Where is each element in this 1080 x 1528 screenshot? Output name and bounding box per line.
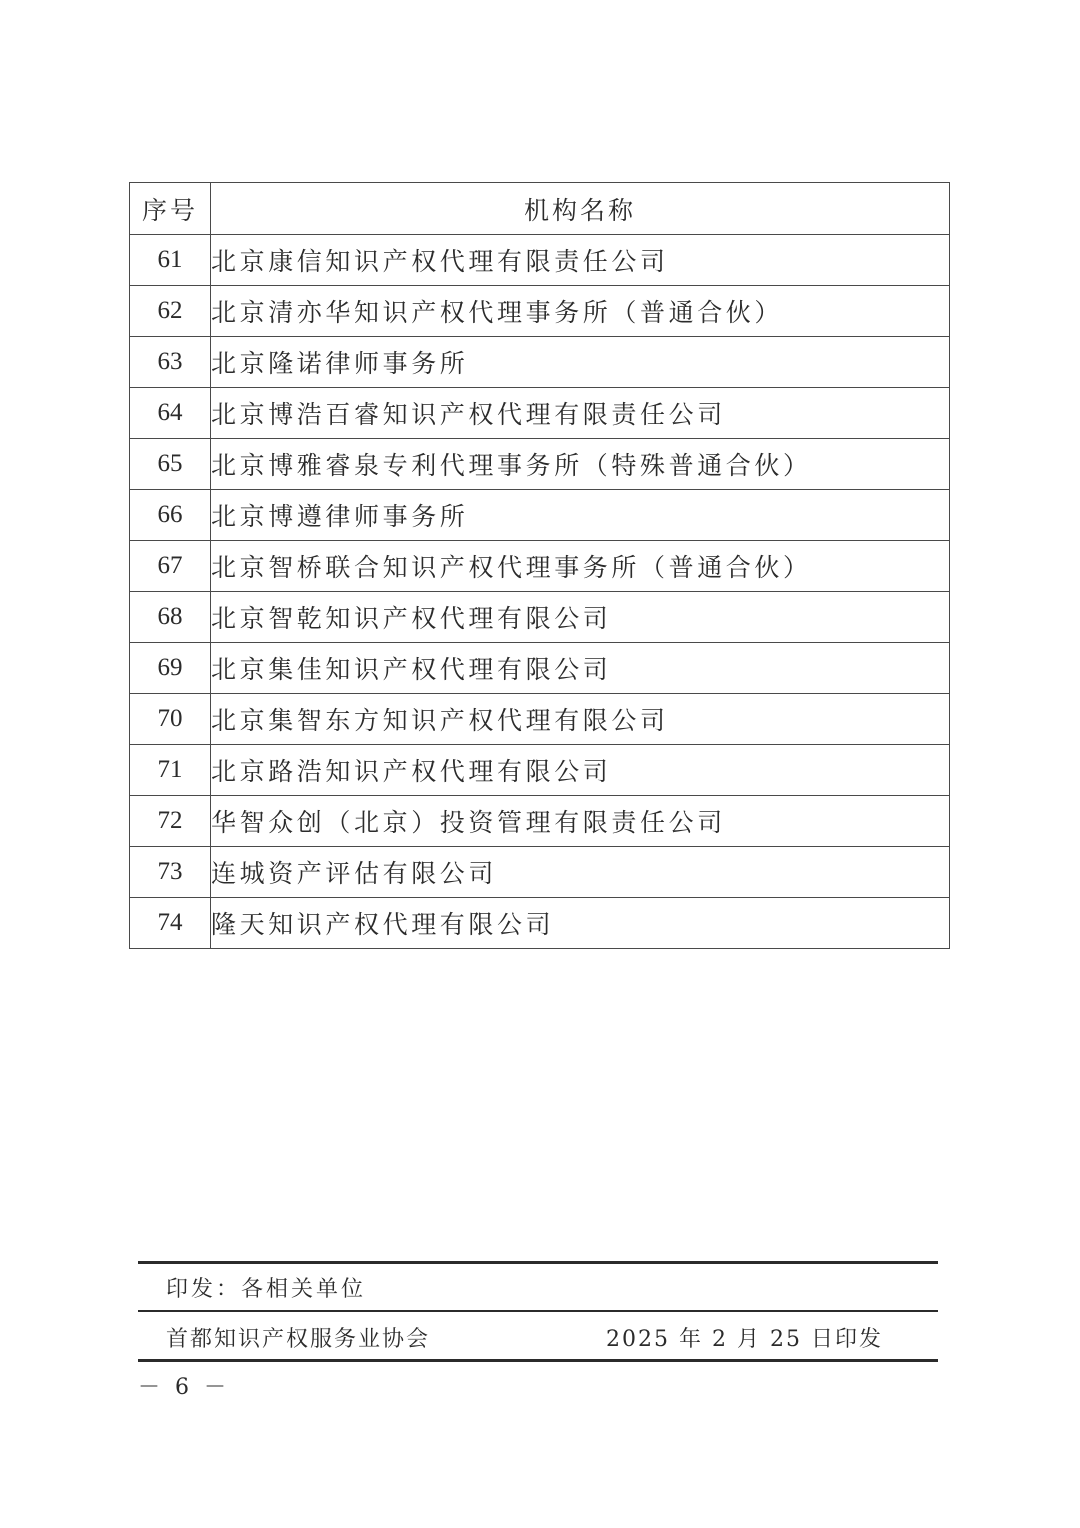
header-institution-name: 机构名称 (211, 183, 950, 235)
institution-name-cell: 北京智桥联合知识产权代理事务所（普通合伙） (211, 541, 950, 592)
serial-number-cell: 69 (130, 643, 211, 694)
footer-divider-bottom (138, 1359, 938, 1362)
institution-name-cell: 北京康信知识产权代理有限责任公司 (211, 235, 950, 286)
table-row (130, 643, 950, 694)
table-row (130, 337, 950, 388)
table-header-row (130, 183, 950, 235)
serial-number-cell: 63 (130, 337, 211, 388)
institution-name-cell: 华智众创（北京）投资管理有限责任公司 (211, 796, 950, 847)
page-number: － 6 － (138, 1375, 230, 1400)
serial-number-cell: 73 (130, 847, 211, 898)
issue-date: 2025 年 2 月 25 日印发 (606, 1327, 883, 1352)
serial-number-cell: 74 (130, 898, 211, 949)
issue-recipients: 印发：各相关单位 (166, 1277, 367, 1302)
institution-name-cell: 北京博雅睿泉专利代理事务所（特殊普通合伙） (211, 439, 950, 490)
table-row (130, 745, 950, 796)
serial-number-cell: 71 (130, 745, 211, 796)
footer-divider-middle (138, 1310, 938, 1312)
serial-number-cell: 64 (130, 388, 211, 439)
table-row (130, 592, 950, 643)
serial-number-cell: 70 (130, 694, 211, 745)
table-row (130, 439, 950, 490)
footer-divider-top (138, 1261, 938, 1264)
institution-name-cell: 隆天知识产权代理有限公司 (211, 898, 950, 949)
serial-number-cell: 62 (130, 286, 211, 337)
institution-name-cell: 连城资产评估有限公司 (211, 847, 950, 898)
serial-number-cell: 67 (130, 541, 211, 592)
table-row (130, 796, 950, 847)
institution-name-cell: 北京隆诺律师事务所 (211, 337, 950, 388)
serial-number-cell: 72 (130, 796, 211, 847)
serial-number-cell: 66 (130, 490, 211, 541)
table-row (130, 541, 950, 592)
institution-name-cell: 北京博浩百睿知识产权代理有限责任公司 (211, 388, 950, 439)
institution-name-cell: 北京博遵律师事务所 (211, 490, 950, 541)
table-row (130, 847, 950, 898)
table-row (130, 286, 950, 337)
serial-number-cell: 68 (130, 592, 211, 643)
table-body (130, 235, 950, 949)
serial-number-cell: 61 (130, 235, 211, 286)
institution-name-cell: 北京路浩知识产权代理有限公司 (211, 745, 950, 796)
table-row (130, 235, 950, 286)
serial-number-cell: 65 (130, 439, 211, 490)
header-serial-number: 序号 (130, 183, 211, 235)
table-row (130, 694, 950, 745)
table-row (130, 898, 950, 949)
institution-name-cell: 北京集佳知识产权代理有限公司 (211, 643, 950, 694)
table-row (130, 388, 950, 439)
institution-name-cell: 北京集智东方知识产权代理有限公司 (211, 694, 950, 745)
institution-name-cell: 北京清亦华知识产权代理事务所（普通合伙） (211, 286, 950, 337)
issuing-organization: 首都知识产权服务业协会 (166, 1327, 431, 1352)
institution-name-cell: 北京智乾知识产权代理有限公司 (211, 592, 950, 643)
institution-table (129, 182, 950, 949)
table-row (130, 490, 950, 541)
